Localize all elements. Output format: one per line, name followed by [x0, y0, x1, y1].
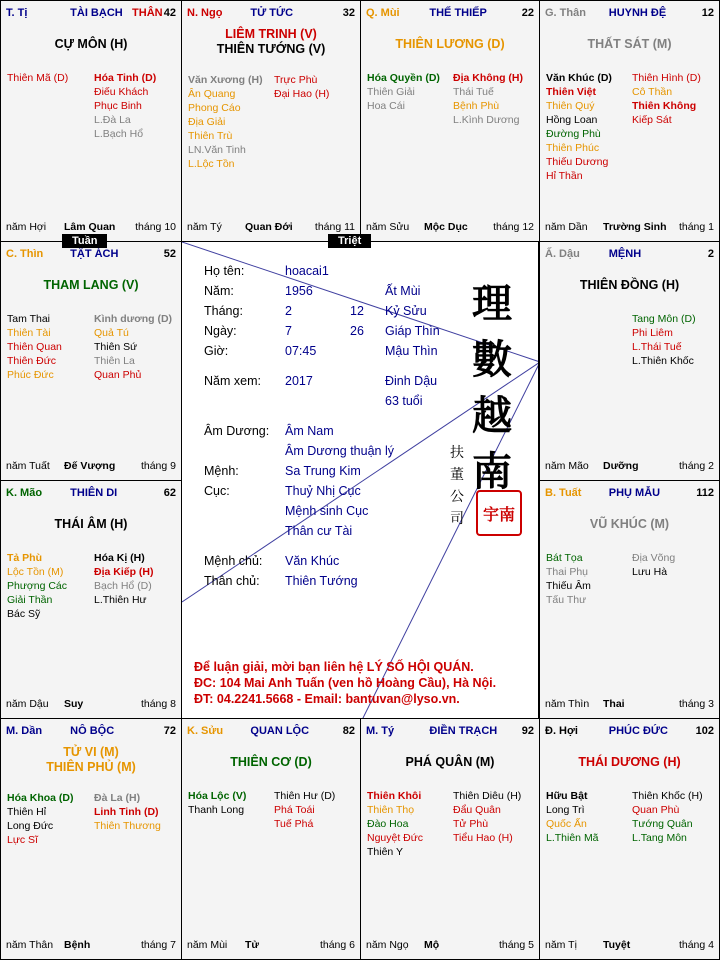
palace-year: năm Tuất [6, 460, 50, 472]
calligraphy-char-1: 理 [472, 280, 512, 327]
palace-year: năm Dần [545, 221, 588, 233]
minor-star: Quan Phủ [94, 369, 142, 381]
minor-star: Tuế Phá [274, 818, 314, 830]
palace-branch: C. Thìn [6, 248, 44, 260]
minor-star: Hỉ Thần [546, 170, 583, 182]
amduong-label: Âm Dương: [204, 424, 270, 438]
palace-number: 42 [163, 7, 176, 19]
minor-star: LN.Văn Tinh [188, 144, 246, 156]
palace-number: 112 [696, 487, 714, 499]
minor-star: L.Tang Môn [632, 832, 687, 844]
minor-star: L.Bạch Hổ [94, 128, 144, 140]
menhchu-label: Mệnh chủ: [204, 554, 263, 568]
palace-number: 82 [342, 725, 355, 737]
minor-star: Đào Hoa [367, 818, 409, 830]
palace-name: MỆNH [608, 248, 642, 260]
month-lunar: 12 [350, 304, 364, 318]
palace [360, 718, 540, 960]
minor-star: Thai Phụ [546, 566, 589, 578]
palace-year: năm Tị [545, 939, 577, 951]
contact-line-2: ĐC: 104 Mai Anh Tuấn (ven hồ Hoàng Cầu), Hà Nội. [194, 676, 497, 690]
minor-star: Thiên Phúc [546, 142, 600, 154]
palace-month: tháng 1 [678, 221, 714, 233]
main-star: THIÊN ĐỒNG (H) [579, 278, 680, 292]
palace-footer [545, 221, 714, 235]
palace-phase: Mộc Dục [424, 221, 468, 233]
palace-branch: B. Tuất [545, 487, 582, 499]
minor-star: Thiên Khôi [367, 790, 422, 802]
minor-star: Hóa Quyền (D) [367, 72, 440, 84]
year-value: 1956 [285, 284, 313, 298]
name-value: hoacai1 [285, 264, 329, 278]
palace-header [1, 719, 181, 741]
main-stars [1, 745, 181, 775]
main-stars [1, 37, 181, 52]
minor-star: Thiên Tài [7, 327, 51, 339]
palace-name: THẾ THIẾP [429, 7, 487, 19]
palace-footer [366, 939, 534, 953]
minor-stars-right [274, 73, 329, 101]
minor-star: Ân Quang [188, 88, 236, 100]
name-label: Họ tên: [204, 264, 245, 278]
minor-star: Hóa Lộc (V) [188, 790, 247, 802]
minor-star: Phi Liêm [632, 327, 673, 339]
minor-star: Lộc Tồn (M) [7, 566, 64, 578]
minor-star: Kiếp Sát [632, 114, 672, 126]
minor-star: Quan Phù [632, 804, 680, 816]
palace-footer [545, 460, 714, 474]
cuc-value3: Thân cư Tài [285, 524, 353, 538]
palace [0, 0, 182, 242]
palace-number: 2 [707, 248, 714, 260]
palace-month: tháng 4 [678, 939, 714, 951]
small-char-1: 扶 [450, 445, 464, 461]
main-star: THIÊN LƯƠNG (D) [395, 37, 505, 51]
minor-star: L.Thái Tuế [632, 341, 682, 353]
main-star: PHÁ QUÂN (M) [405, 755, 495, 769]
palace [539, 0, 720, 242]
minor-star: Đẩu Quân [453, 804, 501, 816]
palace [0, 718, 182, 960]
palace-extra: THÂN [132, 7, 163, 19]
minor-stars-left [7, 312, 62, 382]
palace-phase: Dưỡng [603, 460, 639, 472]
minor-stars-right [94, 71, 156, 141]
cuc-value2: Mệnh sinh Cục [285, 504, 369, 518]
minor-star: Lưu Hà [632, 566, 668, 578]
year-label: Năm: [204, 284, 234, 298]
main-stars [182, 27, 360, 57]
palace-year: năm Mùi [187, 939, 228, 951]
menhchu-value: Văn Khúc [285, 554, 340, 568]
palace-month: tháng 9 [140, 460, 176, 472]
palace-header [361, 1, 539, 23]
hour-value: 07:45 [285, 344, 317, 358]
palace [360, 0, 540, 242]
center-info-panel [181, 241, 539, 719]
minor-star: Thiên La [94, 355, 135, 367]
minor-stars-right [94, 312, 172, 382]
minor-star: Giải Thần [7, 594, 53, 606]
palace-branch: Q. Mùi [366, 7, 400, 19]
minor-star: Hoa Cái [367, 100, 405, 112]
age-value: 63 tuổi [385, 394, 423, 408]
month-label: Tháng: [204, 304, 243, 318]
viewyear-value: 2017 [285, 374, 313, 388]
palace-phase: Đế Vượng [64, 460, 116, 472]
minor-star: Bệnh Phù [453, 100, 500, 112]
palace-phase: Tử [245, 939, 260, 951]
minor-stars-left [546, 71, 612, 183]
minor-star: Linh Tinh (D) [94, 806, 159, 818]
minor-star: Bạch Hổ (D) [94, 580, 152, 592]
minor-stars-right [94, 791, 161, 833]
palace-header [1, 481, 181, 503]
minor-star: Tấu Thư [546, 594, 587, 606]
minor-stars-right [274, 789, 335, 831]
minor-star: Phục Binh [94, 100, 142, 112]
palace-footer [545, 939, 714, 953]
palace-month: tháng 10 [135, 221, 176, 233]
palace-branch: G. Thân [545, 7, 586, 19]
minor-star: Địa Giải [188, 116, 226, 128]
palace-phase: Suy [64, 698, 84, 710]
small-char-2: 董 [450, 467, 464, 483]
month-can: Kỷ Sửu [385, 304, 427, 318]
palace [539, 480, 720, 719]
minor-star: Tướng Quân [632, 818, 693, 830]
palace-branch: M. Dần [6, 725, 43, 737]
minor-star: Thiên Trù [188, 130, 233, 142]
contact-line-1: Để luận giải, mời bạn liên hệ LÝ SỐ HỘI QUÁN. [194, 660, 474, 674]
palace-header [1, 1, 181, 23]
minor-star: Long Trì [546, 804, 585, 816]
palace-branch: K. Mão [6, 487, 43, 499]
palace-header [182, 1, 360, 23]
palace-branch: N. Ngọ [187, 7, 223, 19]
main-star: THẤT SÁT (M) [587, 37, 672, 51]
minor-star: Thiếu Âm [546, 580, 591, 592]
palace-month: tháng 6 [319, 939, 355, 951]
minor-stars-right [632, 551, 675, 579]
main-stars [540, 278, 719, 293]
palace-phase: Quan Đới [245, 221, 293, 233]
minor-star: Nguyệt Đức [367, 832, 424, 844]
palace-footer [6, 698, 176, 712]
palace-phase: Lâm Quan [64, 221, 116, 233]
palace-name: TẬT ÁCH [70, 248, 119, 260]
minor-stars-left [188, 73, 263, 171]
minor-star: Thiên Khốc (H) [632, 790, 703, 802]
minor-star: Phượng Các [7, 580, 68, 592]
palace-branch: K. Sửu [187, 725, 224, 737]
calligraphy-char-2: 數 [472, 336, 512, 383]
minor-star: Tả Phù [7, 552, 43, 564]
menh-label: Mệnh: [204, 464, 239, 478]
triet-tag: Triệt [328, 234, 371, 248]
amduong-value2: Âm Dương thuận lý [285, 444, 394, 458]
palace-year: năm Mão [545, 460, 589, 472]
main-star: LIÊM TRINH (V) [225, 27, 317, 41]
minor-star: Thiên Giải [367, 86, 415, 98]
main-star: THÁI ÂM (H) [54, 517, 128, 531]
palace-number: 62 [163, 487, 176, 499]
palace-month: tháng 3 [678, 698, 714, 710]
palace [181, 718, 361, 960]
palace-header [540, 481, 719, 503]
palace-year: năm Dậu [6, 698, 49, 710]
palace-header [361, 719, 539, 741]
tuan-tag: Tuần [62, 234, 107, 248]
minor-star: L.Đà La [94, 114, 131, 126]
minor-star: Địa Kiếp (H) [94, 566, 154, 578]
minor-star: L.Thiên Khốc [632, 355, 694, 367]
minor-stars-left [7, 791, 74, 847]
minor-star: Điếu Khách [94, 86, 149, 98]
palace [181, 0, 361, 242]
main-star: THIÊN CƠ (D) [230, 755, 312, 769]
minor-star: Long Đức [7, 820, 54, 832]
minor-stars-right [632, 71, 701, 127]
cuc-label: Cục: [204, 484, 230, 498]
main-star: THAM LANG (V) [43, 278, 139, 292]
calligraphy-char-3: 越 [472, 392, 512, 439]
minor-star: Đà La (H) [94, 792, 141, 804]
palace-year: năm Thìn [545, 698, 590, 710]
calligraphy-char-4: 南 [472, 448, 512, 495]
minor-star: L.Lộc Tồn [188, 158, 235, 170]
palace-header [540, 242, 719, 264]
palace-name: TỬ TỨC [250, 7, 294, 19]
main-star: TỬ VI (M) [63, 745, 119, 759]
main-stars [1, 517, 181, 532]
main-star: THIÊN TƯỚNG (V) [216, 42, 326, 56]
minor-star: Thiên Mã (D) [7, 72, 69, 84]
palace-branch: Đ. Hợi [545, 725, 578, 737]
palace-header [540, 719, 719, 741]
minor-star: Hóa Tinh (D) [94, 72, 157, 84]
palace-footer [545, 698, 714, 712]
minor-star: Thiên Sứ [94, 341, 138, 353]
minor-star: Phá Toái [274, 804, 315, 816]
minor-star: Tử Phù [453, 818, 489, 830]
main-stars [361, 37, 539, 52]
palace [539, 241, 720, 481]
main-stars [540, 37, 719, 52]
minor-star: Thiên Y [367, 846, 403, 858]
palace-footer [6, 221, 176, 235]
minor-stars-right [632, 312, 696, 368]
amduong-value: Âm Nam [285, 424, 334, 438]
palace-footer [187, 221, 355, 235]
palace-footer [6, 939, 176, 953]
minor-star: Thiên Thương [94, 820, 161, 832]
palace-year: năm Thân [6, 939, 54, 951]
small-char-4: 司 [450, 511, 464, 527]
main-stars [540, 517, 719, 532]
palace-header [182, 719, 360, 741]
minor-star: Văn Xương (H) [188, 74, 263, 86]
minor-star: Bác Sỹ [7, 608, 41, 620]
month-value: 2 [285, 304, 292, 318]
minor-star: L.Kình Dương [453, 114, 520, 126]
palace-phase: Trường Sinh [603, 221, 667, 233]
palace-month: tháng 8 [140, 698, 176, 710]
palace-branch: T. Tị [6, 7, 28, 19]
palace-number: 32 [342, 7, 355, 19]
palace-name: THIÊN DI [70, 487, 118, 499]
minor-star: Thiên Đức [7, 355, 57, 367]
main-stars [540, 755, 719, 770]
day-value: 7 [285, 324, 292, 338]
small-char-3: 公 [450, 489, 464, 505]
minor-star: Phong Cáo [188, 102, 241, 114]
palace-number: 22 [521, 7, 534, 19]
minor-star: Văn Khúc (D) [546, 72, 612, 84]
palace [539, 718, 720, 960]
palace-number: 12 [701, 7, 714, 19]
minor-star: Thiên Hỉ [7, 806, 47, 818]
minor-star: Tang Môn (D) [632, 313, 696, 325]
contact-line-3: ĐT: 04.2241.5668 - Email: bantuvan@lyso.vn. [194, 692, 460, 706]
minor-stars-left [7, 71, 68, 85]
main-stars [361, 755, 539, 770]
year-can: Ất Mùi [385, 284, 421, 298]
minor-star: Đường Phù [546, 128, 601, 140]
minor-star: Quốc Ấn [546, 818, 587, 830]
hour-can: Mậu Thìn [385, 344, 438, 358]
minor-star: L.Thiên Hư [94, 594, 147, 606]
minor-star: Kình dương (D) [94, 313, 173, 325]
palace-number: 52 [163, 248, 176, 260]
minor-star: Thiên Hình (D) [632, 72, 701, 84]
day-label: Ngày: [204, 324, 237, 338]
minor-stars-left [546, 551, 591, 607]
palace-phase: Thai [603, 698, 625, 710]
minor-star: Hồng Loan [546, 114, 598, 126]
hour-label: Giờ: [204, 344, 229, 358]
minor-star: Thiên Diêu (H) [453, 790, 522, 802]
cuc-value: Thuỷ Nhị Cục [285, 484, 361, 498]
palace-branch: Ấ. Dậu [545, 248, 580, 260]
minor-stars-left [546, 789, 599, 845]
minor-star: Phúc Đức [7, 369, 54, 381]
red-seal-stamp [476, 490, 522, 536]
minor-star: Tiểu Hao (H) [453, 832, 513, 844]
palace-month: tháng 11 [314, 221, 355, 233]
main-star: CỰ MÔN (H) [54, 37, 128, 51]
minor-star: Địa Võng [632, 552, 676, 564]
palace-name: ĐIỀN TRẠCH [429, 725, 498, 737]
thanchu-value: Thiên Tướng [285, 574, 358, 588]
palace-month: tháng 5 [498, 939, 534, 951]
minor-star: Thái Tuế [453, 86, 494, 98]
palace-branch: M. Tý [366, 725, 395, 737]
minor-star: Bát Tọa [546, 552, 583, 564]
palace-month: tháng 7 [140, 939, 176, 951]
minor-star: Đại Hao (H) [274, 88, 330, 100]
viewyear-can: Đinh Dậu [385, 374, 438, 388]
palace-month: tháng 2 [678, 460, 714, 472]
palace-year: năm Sửu [366, 221, 410, 233]
minor-star: Thiên Không [632, 100, 697, 112]
main-star: THÁI DƯƠNG (H) [578, 755, 681, 769]
palace-footer [6, 460, 176, 474]
main-stars [1, 278, 181, 293]
menh-value: Sa Trung Kim [285, 464, 361, 478]
minor-star: Địa Không (H) [453, 72, 523, 84]
main-star: VŨ KHÚC (M) [589, 517, 670, 531]
palace-year: năm Tý [187, 221, 222, 233]
palace-number: 92 [521, 725, 534, 737]
minor-stars-left [7, 551, 67, 621]
minor-stars-right [453, 789, 521, 845]
minor-star: Thiên Thọ [367, 804, 415, 816]
minor-stars-right [632, 789, 703, 845]
minor-star: Quả Tú [94, 327, 129, 339]
palace-footer [187, 939, 355, 953]
seal-text: 宇南 [482, 504, 515, 524]
palace-name: QUAN LỘC [250, 725, 310, 737]
palace-phase: Bệnh [64, 939, 91, 951]
viewyear-label: Năm xem: [204, 374, 261, 388]
minor-star: Trực Phù [274, 74, 318, 86]
main-stars [182, 755, 360, 770]
minor-star: Hữu Bật [546, 790, 588, 802]
palace-name: HUYNH ĐỆ [608, 7, 667, 19]
main-star: THIÊN PHỦ (M) [46, 760, 136, 774]
minor-stars-left [367, 71, 440, 113]
minor-star: Thiên Việt [546, 86, 596, 98]
minor-stars-right [94, 551, 154, 607]
minor-star: Cô Thần [632, 86, 673, 98]
day-lunar: 26 [350, 324, 364, 338]
minor-star: Thiên Quan [7, 341, 62, 353]
minor-star: Hóa Khoa (D) [7, 792, 74, 804]
palace-footer [366, 221, 534, 235]
palace-number: 72 [163, 725, 176, 737]
minor-star: L.Thiên Mã [546, 832, 599, 844]
palace [0, 480, 182, 719]
minor-stars-right [453, 71, 523, 127]
minor-star: Hóa Kị (H) [94, 552, 145, 564]
thanchu-label: Thân chủ: [204, 574, 260, 588]
palace-phase: Tuyệt [603, 939, 631, 951]
palace-month: tháng 12 [493, 221, 534, 233]
minor-stars-left [367, 789, 423, 859]
minor-star: Thiên Quý [546, 100, 595, 112]
palace [0, 241, 182, 481]
palace-name: PHÚC ĐỨC [608, 725, 669, 737]
minor-star: Thiếu Dương [546, 156, 609, 168]
palace-number: 102 [695, 725, 714, 737]
palace-name: TÀI BẠCH [70, 7, 123, 19]
minor-star: Thiên Hư (D) [274, 790, 336, 802]
palace-name: NÔ BỘC [70, 725, 115, 737]
palace-year: năm Ngọ [366, 939, 409, 951]
palace-year: năm Hợi [6, 221, 47, 233]
palace-header [540, 1, 719, 23]
palace-name: PHỤ MẪU [608, 487, 661, 499]
minor-stars-left [188, 789, 246, 817]
minor-star: Lực Sĩ [7, 834, 38, 846]
palace-phase: Mộ [424, 939, 440, 951]
minor-star: Thanh Long [188, 804, 245, 816]
day-can: Giáp Thìn [385, 324, 440, 338]
minor-star: Tam Thai [7, 313, 50, 325]
